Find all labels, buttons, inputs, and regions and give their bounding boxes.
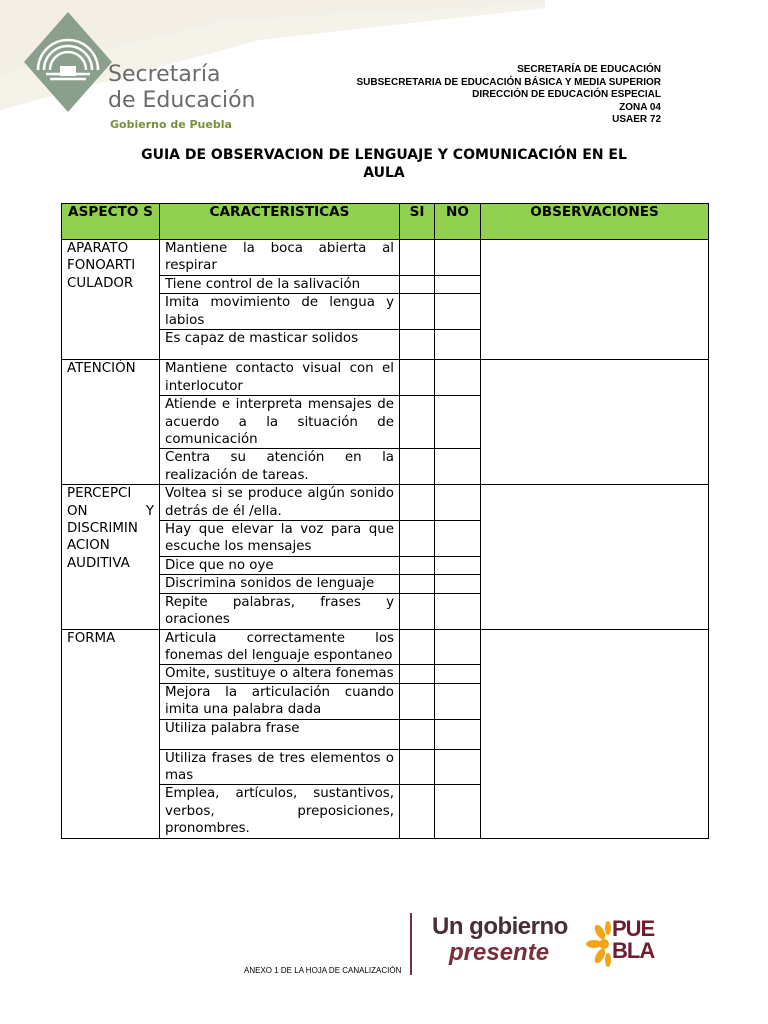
- header-line: ZONA 04: [619, 101, 661, 113]
- si-cell[interactable]: [400, 276, 435, 294]
- aspect-cell: APARATO FONOARTI CULADOR: [62, 240, 160, 360]
- header-line: SECRETARÍA DE EDUCACIÓN: [517, 64, 661, 75]
- no-cell[interactable]: [435, 521, 481, 557]
- no-cell[interactable]: [435, 240, 481, 276]
- slogan-line1: Un gobierno: [432, 913, 568, 940]
- si-cell[interactable]: [400, 593, 435, 629]
- observations-cell[interactable]: [481, 360, 709, 485]
- characteristic-cell: Utiliza frases de tres elementos o mas: [160, 749, 400, 785]
- header-line: SUBSECRETARIA DE EDUCACIÓN BÁSICA Y MEDIA SUPERIOR: [356, 76, 661, 88]
- table-row: [62, 485, 709, 521]
- no-cell[interactable]: [435, 575, 481, 593]
- observation-table: [61, 203, 709, 839]
- no-cell[interactable]: [435, 629, 481, 665]
- characteristic-cell: Repite palabras, frases y oraciones: [160, 593, 400, 629]
- no-cell[interactable]: [435, 683, 481, 719]
- no-cell[interactable]: [435, 749, 481, 785]
- si-cell[interactable]: [400, 360, 435, 396]
- header-aspectos: ASPECTO S: [62, 204, 160, 240]
- no-cell[interactable]: [435, 785, 481, 838]
- table-row: [62, 240, 709, 276]
- puebla-line2: BLA: [612, 938, 655, 963]
- characteristic-cell: Atiende e interpreta mensajes de acuerdo a la situación de comunicación: [160, 396, 400, 449]
- characteristic-cell: Omite, sustituye o altera fonemas: [160, 665, 400, 683]
- characteristic-cell: Tiene control de la salivación: [160, 276, 400, 294]
- header-caracteristicas: CARACTERISTICAS: [160, 204, 400, 240]
- si-cell[interactable]: [400, 629, 435, 665]
- si-cell[interactable]: [400, 449, 435, 485]
- si-cell[interactable]: [400, 521, 435, 557]
- no-cell[interactable]: [435, 719, 481, 749]
- no-cell[interactable]: [435, 276, 481, 294]
- header-si: SI: [400, 204, 435, 240]
- title-line1: GUIA DE OBSERVACION DE LENGUAJE Y COMUNICACIÓN EN EL: [141, 147, 627, 163]
- si-cell[interactable]: [400, 683, 435, 719]
- characteristic-cell: Es capaz de masticar solidos: [160, 330, 400, 360]
- characteristic-cell: Dice que no oye: [160, 556, 400, 574]
- si-cell[interactable]: [400, 240, 435, 276]
- si-cell[interactable]: [400, 575, 435, 593]
- no-cell[interactable]: [435, 593, 481, 629]
- si-cell[interactable]: [400, 749, 435, 785]
- si-cell[interactable]: [400, 785, 435, 838]
- document-title: [100, 146, 668, 182]
- characteristic-cell: Discrimina sonidos de lenguaje: [160, 575, 400, 593]
- diamond-logo-icon: [20, 10, 120, 140]
- characteristic-cell: Hay que elevar la voz para que escuche los mensajes: [160, 521, 400, 557]
- observations-cell[interactable]: [481, 485, 709, 629]
- characteristic-cell: Mantiene contacto visual con el interlocutor: [160, 360, 400, 396]
- logo-text-line2: de Educación: [108, 88, 256, 113]
- si-cell[interactable]: [400, 556, 435, 574]
- aspect-cell: PERCEPCI ON Y DISCRIMIN ACION AUDITIVA: [62, 485, 160, 629]
- si-cell[interactable]: [400, 665, 435, 683]
- aspect-cell: ATENCIÓN: [62, 360, 160, 485]
- no-cell[interactable]: [435, 360, 481, 396]
- observations-cell[interactable]: [481, 240, 709, 360]
- logo-gov-text: Gobierno de Puebla: [110, 118, 232, 131]
- table-row: [62, 360, 709, 396]
- si-cell[interactable]: [400, 294, 435, 330]
- characteristic-cell: Imita movimiento de lengua y labios: [160, 294, 400, 330]
- header-line: USAER 72: [612, 114, 661, 125]
- characteristic-cell: Mejora la articulación cuando imita una palabra dada: [160, 683, 400, 719]
- annex-label: ANEXO 1 DE LA HOJA DE CANALIZACIÓN: [244, 966, 402, 975]
- characteristic-cell: Emplea, artículos, sustantivos, verbos, preposiciones, pronombres.: [160, 785, 400, 838]
- title-line2: AULA: [363, 165, 405, 181]
- header-line: DIRECCIÓN DE EDUCACIÓN ESPECIAL: [472, 89, 661, 100]
- si-cell[interactable]: [400, 396, 435, 449]
- puebla-line1: PUE: [612, 916, 655, 941]
- puebla-wordmark: [612, 918, 654, 962]
- header-no: NO: [435, 204, 481, 240]
- si-cell[interactable]: [400, 485, 435, 521]
- no-cell[interactable]: [435, 294, 481, 330]
- slogan-line2: presente: [449, 939, 550, 966]
- characteristic-cell: Utiliza palabra frase: [160, 719, 400, 749]
- footer-divider: [410, 913, 412, 975]
- si-cell[interactable]: [400, 719, 435, 749]
- no-cell[interactable]: [435, 449, 481, 485]
- characteristic-cell: Centra su atención en la realización de tareas.: [160, 449, 400, 485]
- header-observaciones: OBSERVACIONES: [481, 204, 709, 240]
- characteristic-cell: Articula correctamente los fonemas del lenguaje espontaneo: [160, 629, 400, 665]
- no-cell[interactable]: [435, 396, 481, 449]
- logo-text-line1: Secretaría: [108, 62, 221, 87]
- no-cell[interactable]: [435, 330, 481, 360]
- si-cell[interactable]: [400, 330, 435, 360]
- characteristic-cell: Voltea si se produce algún sonido detrás de él /ella.: [160, 485, 400, 521]
- table-header-row: [62, 204, 709, 240]
- table-row: [62, 629, 709, 665]
- characteristic-cell: Mantiene la boca abierta al respirar: [160, 240, 400, 276]
- aspect-cell: FORMA: [62, 629, 160, 838]
- no-cell[interactable]: [435, 665, 481, 683]
- no-cell[interactable]: [435, 485, 481, 521]
- no-cell[interactable]: [435, 556, 481, 574]
- observations-cell[interactable]: [481, 629, 709, 838]
- institution-header: [357, 64, 661, 127]
